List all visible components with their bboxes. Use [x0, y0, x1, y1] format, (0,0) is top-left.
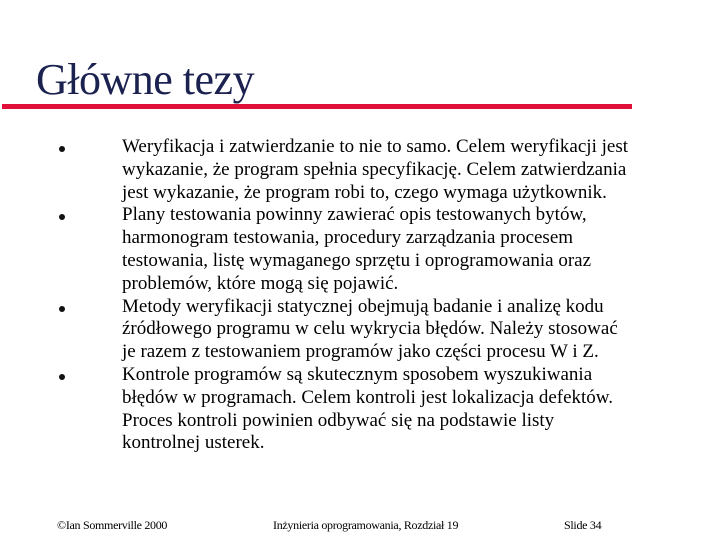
footer-copyright: ©Ian Sommerville 2000 — [57, 518, 168, 532]
bullet-text: Weryfikacja i zatwierdzanie to nie to samo. Celem weryfikacji jest wykazanie, że program spełnia specyfikację. Celem zatwierdzania jest wykazanie, że program robi to, czego wymaga użytkownik. — [122, 136, 628, 203]
bullet-list — [0, 136, 720, 455]
bullet-text: Metody weryfikacji statycznej obejmują badanie i analizę kodu źródłowego programu w celu wykrycia błędów. Należy stosować je razem z testowaniem programów jako części procesu W i Z. — [122, 295, 618, 363]
bullet-dot-icon — [59, 306, 65, 312]
bullet-item — [0, 296, 720, 364]
bullet-item — [0, 136, 720, 204]
bullet-text: Plany testowania powinny zawierać opis testowanych bytów, harmonogram testowania, procedury zarządzania procesem testowania, listę wymaganego sprzętu i oprogramowania oraz problemów, które mogą się pojawić. — [122, 204, 592, 294]
bullet-dot-icon — [59, 374, 65, 380]
title-underline — [2, 104, 632, 109]
bullet-text: Kontrole programów są skutecznym sposobem wyszukiwania błędów w programach. Celem kontroli jest lokalizacja defektów. Proces kontroli powinien odbywać się na podstawie listy kontrolnej usterek. — [122, 363, 614, 454]
bullet-dot-icon — [59, 146, 65, 152]
bullet-item — [0, 204, 720, 295]
bullet-item — [0, 364, 720, 455]
footer-slide-number: Slide 34 — [564, 518, 602, 532]
footer-course: Inżynieria oprogramowania, Rozdział 19 — [273, 518, 459, 532]
slide-title: Główne tezy — [36, 55, 255, 104]
bullet-dot-icon — [59, 214, 65, 220]
